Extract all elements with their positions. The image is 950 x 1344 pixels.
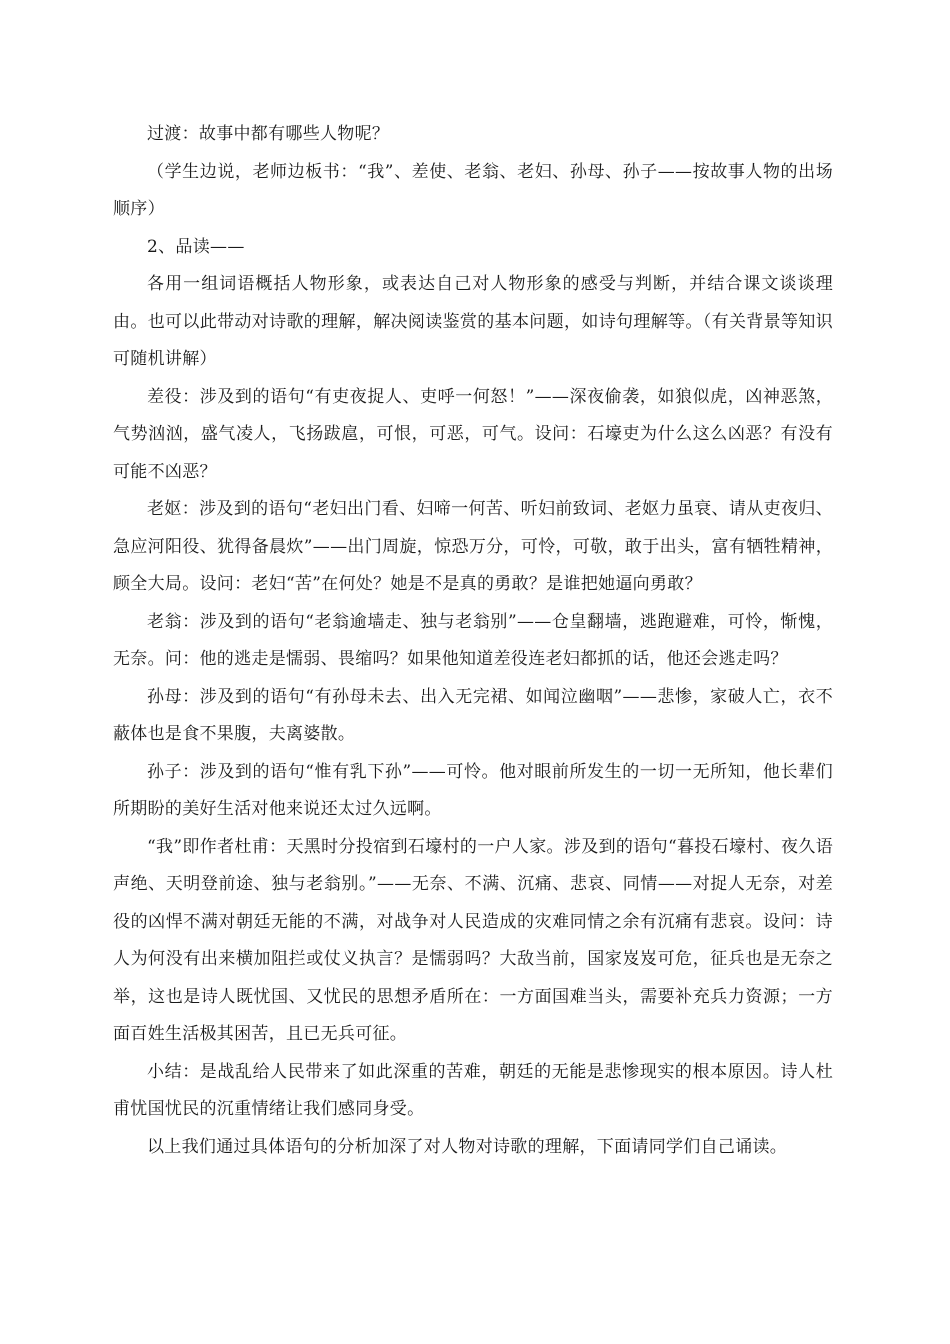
paragraph-summary: 小结：是战乱给人民带来了如此深重的苦难，朝廷的无能是悲惨现实的根本原因。诗人杜甫忧国忧民的沉重情绪让我们感同身受。	[113, 1061, 833, 1119]
paragraph-grandchild-mother: 孙母：涉及到的语句“有孙母未去、出入无完裙、如闻泣幽咽”——悲惨，家破人亡，衣不蔽体也是食不果腹，夫离婆散。	[113, 686, 833, 744]
paragraph-old-man: 老翁：涉及到的语句“老翁逾墙走、独与老翁别”——仓皇翻墙，逃跑避难，可怜，惭愧，无奈。问：他的逃走是懦弱、畏缩吗？如果他知道差役连老妇都抓的话，他还会逃走吗？	[113, 611, 833, 669]
paragraph-author-du-fu: “我”即作者杜甫：天黑时分投宿到石壕村的一户人家。涉及到的语句“暮投石壕村、夜久语声绝、天明登前途、独与老翁别。”——无奈、不满、沉痛、悲哀、同情——对捉人无奈，对差役的凶悍不满对朝廷无能的不满，对战争对人民造成的灾难同情之余有沉痛有悲哀。设问：诗人为何没有出来横加阻拦或仗义执言？是懦弱吗？大敌当前，国家岌岌可危，征兵也是无奈之举，这也是诗人既忧国、又忧民的思想矛盾所在：一方面国难当头，需要补充兵力资源；一方面百姓生活极其困苦，且已无兵可征。	[113, 836, 833, 1044]
paragraph-section-heading: 2、品读——	[147, 236, 245, 257]
document-body	[113, 116, 833, 1166]
paragraph-transition: 过渡：故事中都有哪些人物呢？	[147, 124, 390, 144]
paragraph-board-notes: （学生边说，老师边板书：“我”、差使、老翁、老妇、孙母、孙子——按故事人物的出场顺序）	[113, 161, 833, 219]
paragraph-instructions: 各用一组词语概括人物形象，或表达自己对人物形象的感受与判断，并结合课文谈谈理由。也可以此带动对诗歌的理解，解决阅读鉴赏的基本问题，如诗句理解等。（有关背景等知识可随机讲解）	[113, 274, 833, 369]
paragraph-closing: 以上我们通过具体语句的分析加深了对人物对诗歌的理解，下面请同学们自己诵读。	[147, 1136, 788, 1157]
paragraph-officer: 差役：涉及到的语句“有吏夜捉人、吏呼一何怒！”——深夜偷袭，如狼似虎，凶神恶煞，气势汹汹，盛气凌人，飞扬跋扈，可恨，可恶，可气。设问：石壕吏为什么这么凶恶？有没有可能不凶恶？	[113, 386, 833, 482]
paragraph-old-woman: 老妪：涉及到的语句“老妇出门看、妇啼一何苦、听妇前致词、老妪力虽衰、请从吏夜归、急应河阳役、犹得备晨炊”——出门周旋，惊恐万分，可怜，可敬，敢于出头，富有牺牲精神，顾全大局。设问：老妇“苦”在何处？她是不是真的勇敢？是谁把她逼向勇敢？	[113, 499, 833, 594]
paragraph-grandchild: 孙子：涉及到的语句“惟有乳下孙”——可怜。他对眼前所发生的一切一无所知，他长辈们所期盼的美好生活对他来说还太过久远啊。	[113, 761, 833, 819]
